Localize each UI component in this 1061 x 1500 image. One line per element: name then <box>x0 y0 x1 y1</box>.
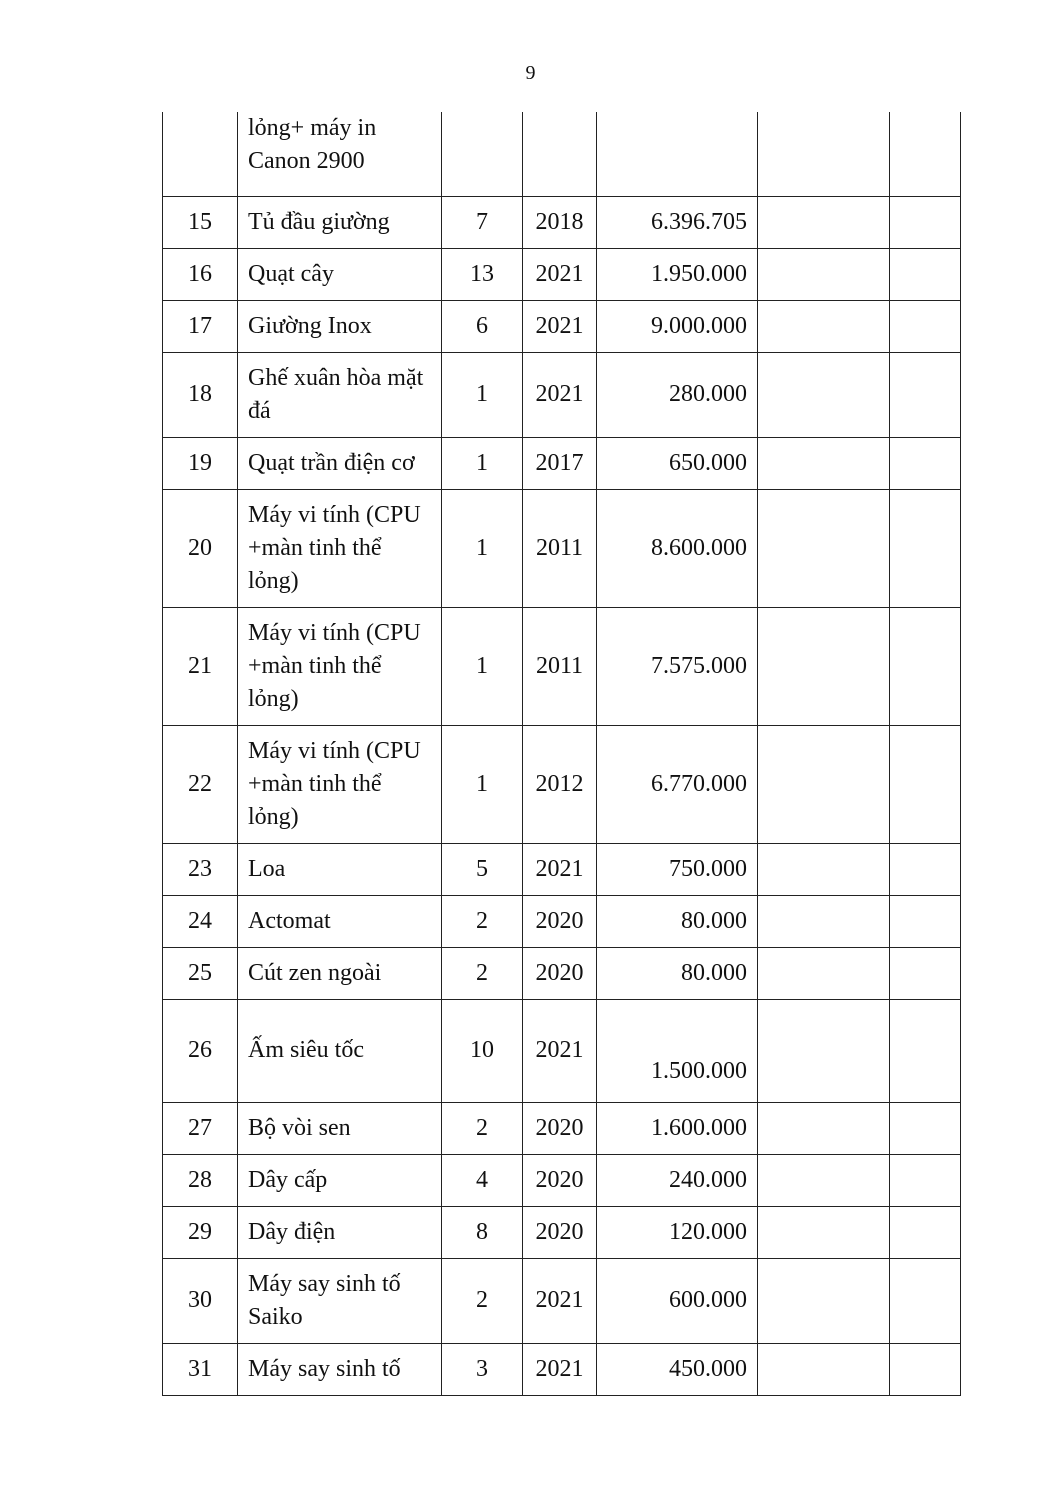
table-row <box>163 1206 961 1258</box>
year-cell: 2021 <box>523 300 597 352</box>
table-row <box>163 437 961 489</box>
extra-cell-1 <box>758 725 890 843</box>
extra-cell-1 <box>758 1206 890 1258</box>
name-cell: Ấm siêu tốc <box>238 999 442 1102</box>
value-cell: 9.000.000 <box>597 300 758 352</box>
extra-cell-1 <box>758 1102 890 1154</box>
extra-cell-2 <box>890 1258 961 1343</box>
value-cell: 6.770.000 <box>597 725 758 843</box>
value-cell: 240.000 <box>597 1154 758 1206</box>
year-cell: 2012 <box>523 725 597 843</box>
table-row <box>163 999 961 1102</box>
name-cell: Máy vi tính (CPU +màn tinh thể lỏng) <box>238 607 442 725</box>
extra-cell-2 <box>890 607 961 725</box>
extra-cell-2 <box>890 1154 961 1206</box>
table-row <box>163 1258 961 1343</box>
extra-cell-1 <box>758 112 890 196</box>
qty-cell: 2 <box>442 947 523 999</box>
name-cell: Bộ vòi sen <box>238 1102 442 1154</box>
value-cell: 7.575.000 <box>597 607 758 725</box>
value-cell: 80.000 <box>597 895 758 947</box>
stt-cell: 20 <box>163 489 238 607</box>
name-cell: Tủ đầu giường <box>238 196 442 248</box>
name-cell: Máy say sinh tố <box>238 1343 442 1395</box>
stt-cell: 16 <box>163 248 238 300</box>
table-row <box>163 843 961 895</box>
table-row <box>163 1102 961 1154</box>
table-row <box>163 1154 961 1206</box>
extra-cell-1 <box>758 947 890 999</box>
extra-cell-1 <box>758 1343 890 1395</box>
name-cell: Quạt trần điện cơ <box>238 437 442 489</box>
year-cell: 2021 <box>523 843 597 895</box>
extra-cell-2 <box>890 843 961 895</box>
qty-cell: 2 <box>442 895 523 947</box>
table-row <box>163 352 961 437</box>
stt-cell: 28 <box>163 1154 238 1206</box>
name-cell: Ghế xuân hòa mặt đá <box>238 352 442 437</box>
qty-cell: 13 <box>442 248 523 300</box>
extra-cell-1 <box>758 248 890 300</box>
year-cell: 2021 <box>523 1258 597 1343</box>
year-cell: 2021 <box>523 1343 597 1395</box>
value-cell: 650.000 <box>597 437 758 489</box>
qty-cell: 1 <box>442 489 523 607</box>
name-cell: Actomat <box>238 895 442 947</box>
value-cell: 8.600.000 <box>597 489 758 607</box>
value-cell: 80.000 <box>597 947 758 999</box>
qty-cell: 5 <box>442 843 523 895</box>
stt-cell: 15 <box>163 196 238 248</box>
extra-cell-1 <box>758 300 890 352</box>
value-cell: 280.000 <box>597 352 758 437</box>
stt-cell: 23 <box>163 843 238 895</box>
extra-cell-1 <box>758 196 890 248</box>
qty-cell: 8 <box>442 1206 523 1258</box>
value-cell: 750.000 <box>597 843 758 895</box>
year-cell: 2020 <box>523 1154 597 1206</box>
stt-cell: 24 <box>163 895 238 947</box>
name-cell: Dây điện <box>238 1206 442 1258</box>
name-cell: Máy say sinh tố Saiko <box>238 1258 442 1343</box>
year-cell: 2021 <box>523 248 597 300</box>
stt-cell: 22 <box>163 725 238 843</box>
qty-cell: 2 <box>442 1258 523 1343</box>
extra-cell-1 <box>758 843 890 895</box>
page-number: 9 <box>525 62 536 84</box>
value-cell: 450.000 <box>597 1343 758 1395</box>
qty-cell: 4 <box>442 1154 523 1206</box>
name-cell: Cút zen ngoài <box>238 947 442 999</box>
extra-cell-2 <box>890 1343 961 1395</box>
table-row <box>163 725 961 843</box>
value-cell <box>597 112 758 196</box>
extra-cell-2 <box>890 999 961 1102</box>
qty-cell: 1 <box>442 607 523 725</box>
extra-cell-2 <box>890 112 961 196</box>
name-cell: Máy vi tính (CPU +màn tinh thể lỏng) <box>238 725 442 843</box>
value-cell: 600.000 <box>597 1258 758 1343</box>
stt-cell: 21 <box>163 607 238 725</box>
qty-cell <box>442 112 523 196</box>
table-body <box>163 112 961 1395</box>
year-cell: 2020 <box>523 1206 597 1258</box>
extra-cell-1 <box>758 489 890 607</box>
stt-cell: 17 <box>163 300 238 352</box>
qty-cell: 1 <box>442 725 523 843</box>
extra-cell-1 <box>758 895 890 947</box>
stt-cell <box>163 112 238 196</box>
year-cell: 2017 <box>523 437 597 489</box>
year-cell: 2018 <box>523 196 597 248</box>
table-row <box>163 895 961 947</box>
table-row <box>163 196 961 248</box>
value-cell: 1.500.000 <box>597 999 758 1102</box>
asset-table <box>162 112 961 1396</box>
extra-cell-2 <box>890 489 961 607</box>
name-cell: Giường Inox <box>238 300 442 352</box>
name-cell: Máy vi tính (CPU +màn tinh thể lỏng) <box>238 489 442 607</box>
name-cell: Dây cấp <box>238 1154 442 1206</box>
qty-cell: 6 <box>442 300 523 352</box>
year-cell: 2020 <box>523 947 597 999</box>
name-cell: Quạt cây <box>238 248 442 300</box>
table-row <box>163 248 961 300</box>
stt-cell: 19 <box>163 437 238 489</box>
stt-cell: 27 <box>163 1102 238 1154</box>
year-cell: 2011 <box>523 607 597 725</box>
qty-cell: 1 <box>442 437 523 489</box>
qty-cell: 3 <box>442 1343 523 1395</box>
extra-cell-1 <box>758 999 890 1102</box>
extra-cell-2 <box>890 725 961 843</box>
extra-cell-2 <box>890 248 961 300</box>
value-cell: 1.600.000 <box>597 1102 758 1154</box>
name-cell: Loa <box>238 843 442 895</box>
value-cell: 1.950.000 <box>597 248 758 300</box>
stt-cell: 18 <box>163 352 238 437</box>
year-cell: 2011 <box>523 489 597 607</box>
table-row <box>163 947 961 999</box>
value-cell: 6.396.705 <box>597 196 758 248</box>
table-row <box>163 300 961 352</box>
table-row <box>163 607 961 725</box>
extra-cell-2 <box>890 1102 961 1154</box>
name-cell: lỏng+ máy in Canon 2900 <box>238 112 442 196</box>
table-row-continuation <box>163 112 961 196</box>
year-cell: 2020 <box>523 1102 597 1154</box>
extra-cell-2 <box>890 300 961 352</box>
year-cell <box>523 112 597 196</box>
extra-cell-1 <box>758 1154 890 1206</box>
stt-cell: 31 <box>163 1343 238 1395</box>
qty-cell: 2 <box>442 1102 523 1154</box>
extra-cell-2 <box>890 1206 961 1258</box>
year-cell: 2021 <box>523 352 597 437</box>
extra-cell-1 <box>758 352 890 437</box>
extra-cell-1 <box>758 437 890 489</box>
stt-cell: 26 <box>163 999 238 1102</box>
table-row <box>163 1343 961 1395</box>
table-row <box>163 489 961 607</box>
extra-cell-2 <box>890 437 961 489</box>
stt-cell: 29 <box>163 1206 238 1258</box>
extra-cell-2 <box>890 196 961 248</box>
extra-cell-2 <box>890 947 961 999</box>
year-cell: 2020 <box>523 895 597 947</box>
stt-cell: 25 <box>163 947 238 999</box>
qty-cell: 10 <box>442 999 523 1102</box>
extra-cell-1 <box>758 1258 890 1343</box>
extra-cell-2 <box>890 895 961 947</box>
qty-cell: 1 <box>442 352 523 437</box>
qty-cell: 7 <box>442 196 523 248</box>
stt-cell: 30 <box>163 1258 238 1343</box>
value-cell: 120.000 <box>597 1206 758 1258</box>
extra-cell-2 <box>890 352 961 437</box>
year-cell: 2021 <box>523 999 597 1102</box>
extra-cell-1 <box>758 607 890 725</box>
